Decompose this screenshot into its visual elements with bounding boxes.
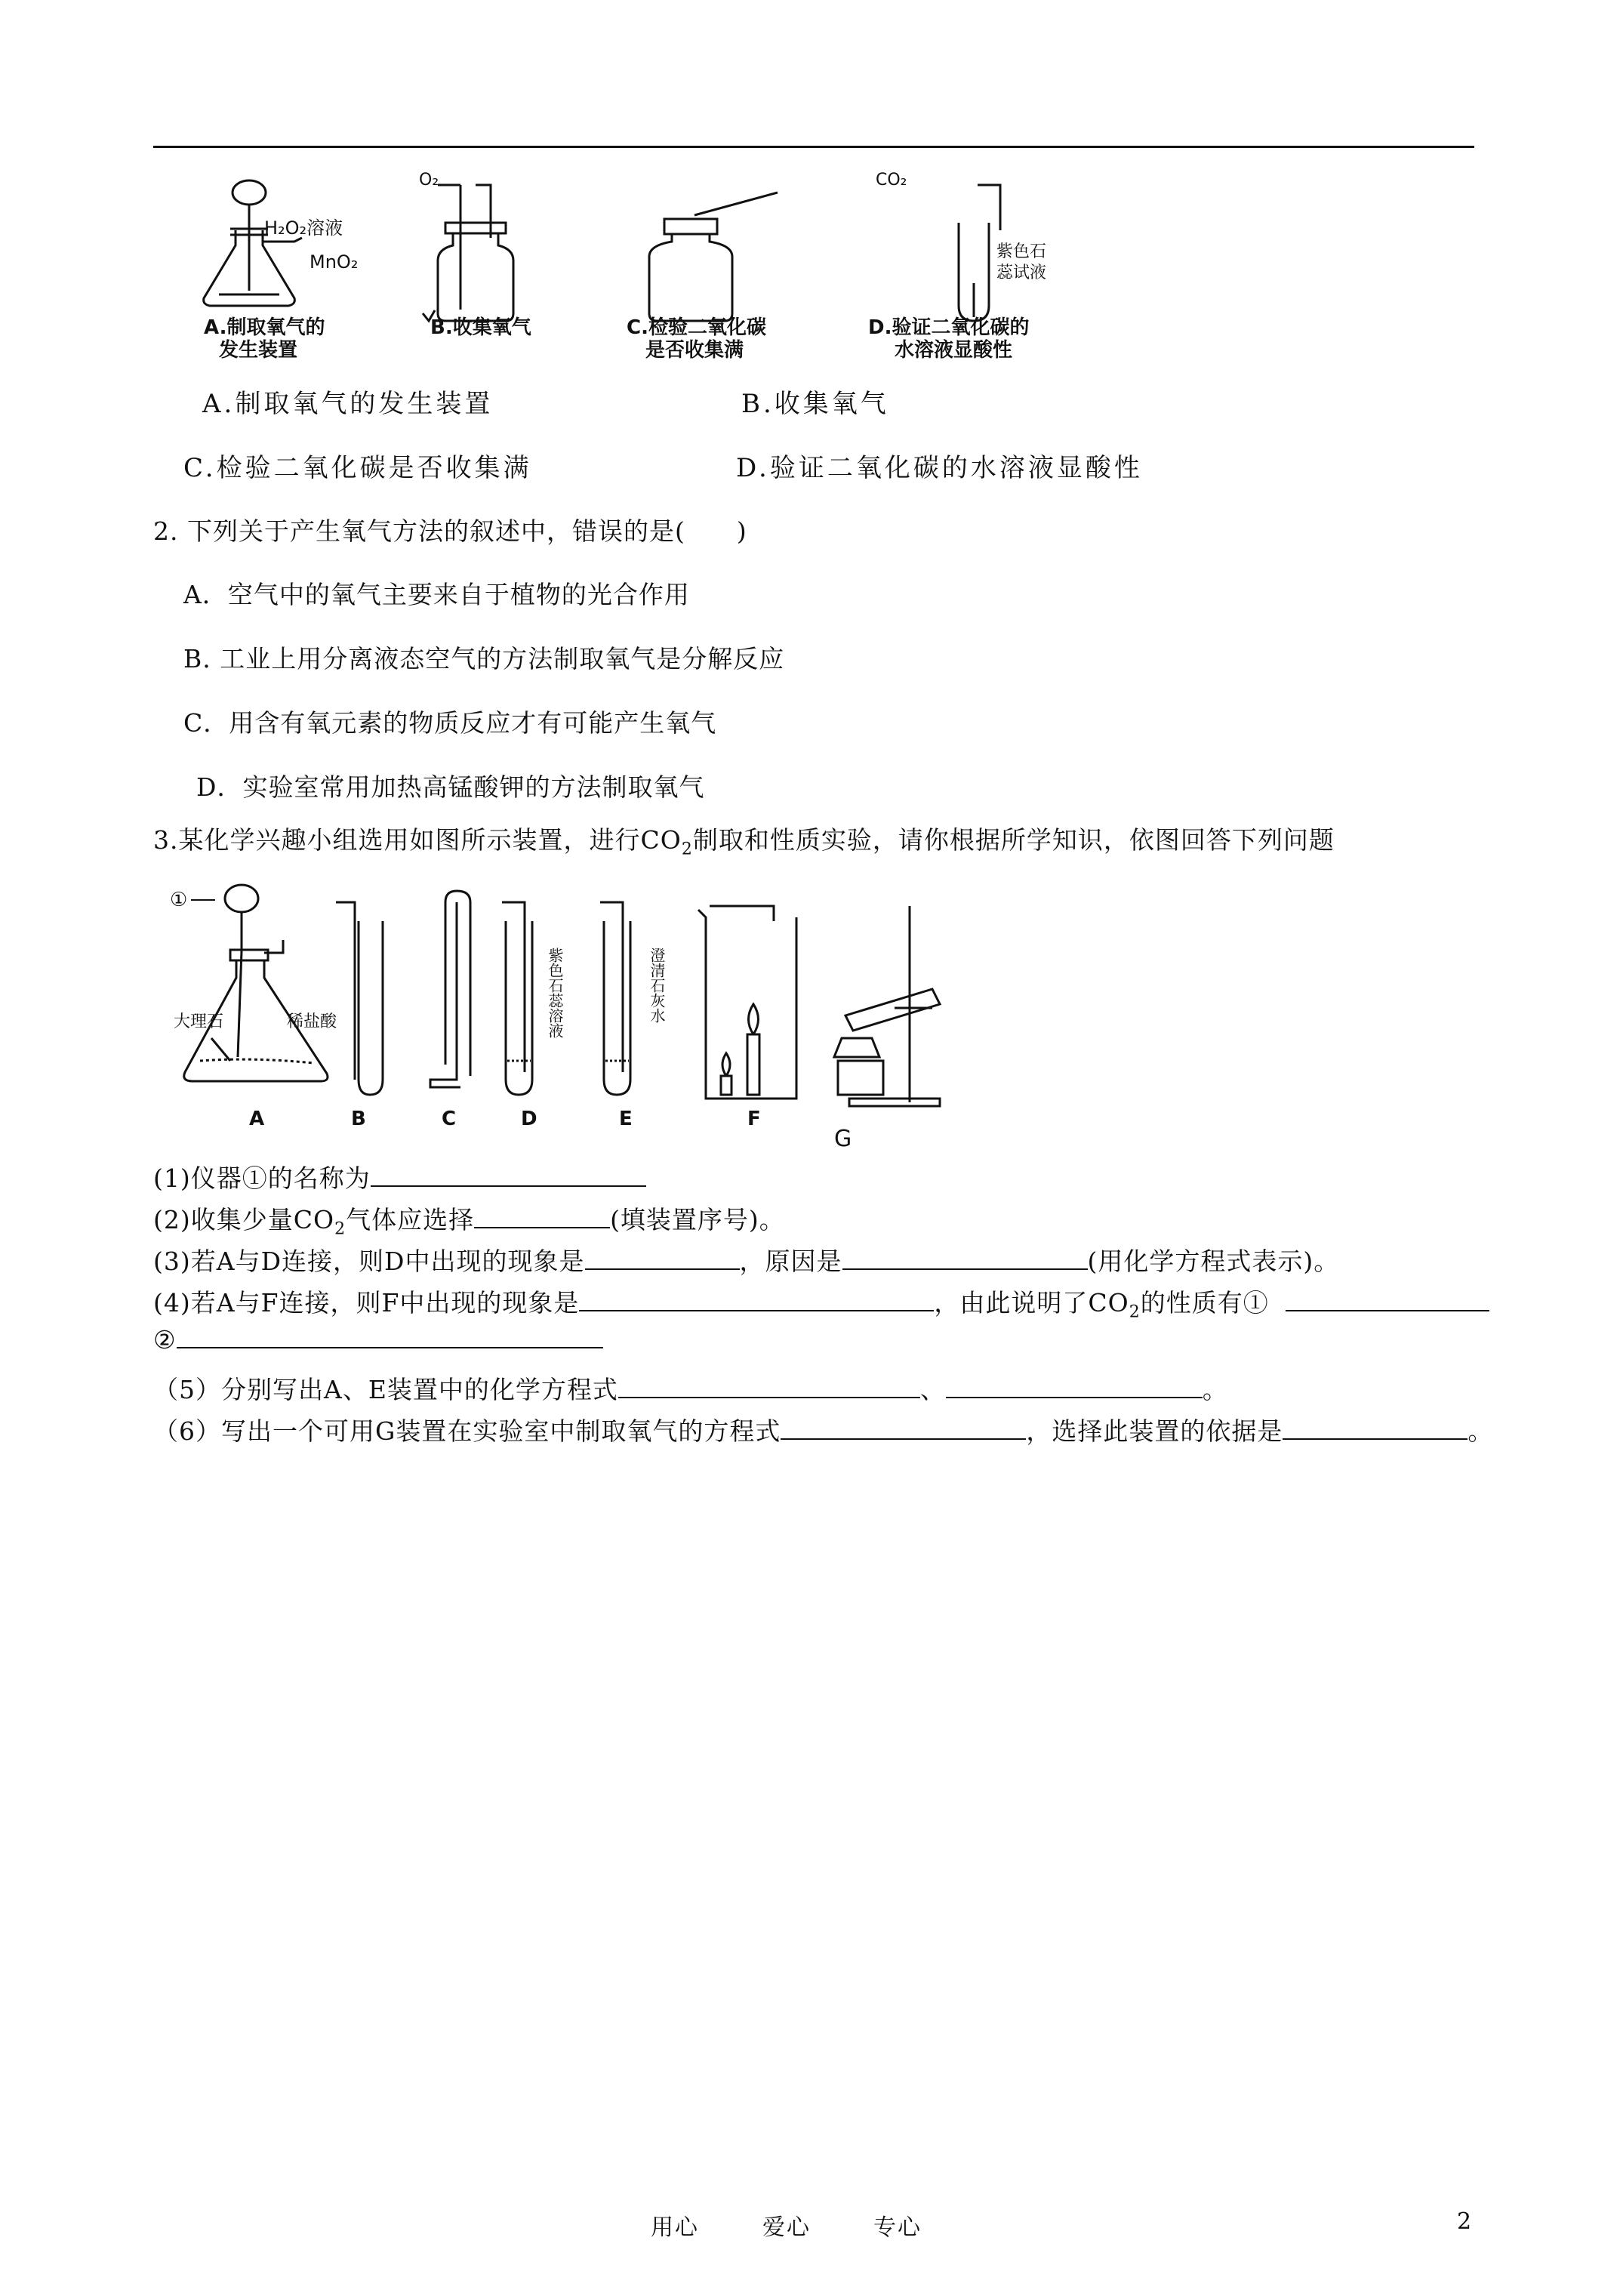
q1-cap-c2: 是否收集满 bbox=[645, 339, 744, 362]
q2-option-a: A．空气中的氧气主要来自于植物的光合作用 bbox=[183, 580, 690, 609]
q1-collect-bottle bbox=[649, 193, 778, 321]
q3-stem-co2: CO bbox=[640, 825, 682, 855]
q3-blank-6b[interactable] bbox=[1283, 1417, 1467, 1440]
q3-figure bbox=[170, 876, 1000, 1163]
q3-blank-1[interactable] bbox=[371, 1164, 646, 1187]
q1-option-c: C.检验二氧化碳是否收集满 bbox=[183, 453, 532, 483]
q3-label-g: G bbox=[834, 1126, 852, 1152]
q3-label-acid: 稀盐酸 bbox=[287, 1012, 337, 1031]
q1-figure bbox=[189, 170, 1095, 366]
q3-tube-d bbox=[502, 902, 532, 1095]
q3-blank-2[interactable] bbox=[474, 1206, 610, 1228]
page-number: 2 bbox=[1457, 2208, 1474, 2235]
q1-cap-a2: 发生装置 bbox=[219, 339, 298, 362]
q1-label-litmus: 紫色石蕊试液 bbox=[996, 242, 1047, 282]
q1-label-h2o2: H₂O₂溶液 bbox=[264, 217, 343, 239]
q3-marker-1: ① bbox=[170, 889, 188, 911]
q1-label-co2: CO₂ bbox=[876, 171, 907, 190]
q3-beaker-f bbox=[698, 906, 796, 1099]
q3-heating-g bbox=[834, 906, 940, 1106]
q3-blank-3b[interactable] bbox=[842, 1247, 1088, 1270]
q3-label-f: F bbox=[747, 1108, 761, 1130]
q3-blank-4c[interactable] bbox=[177, 1326, 603, 1348]
q3-part-1: (1)仪器①的名称为 bbox=[153, 1159, 646, 1194]
q3-label-marble: 大理石 bbox=[174, 1012, 224, 1031]
q3-part-2: (2)收集少量$CO_2$气体应选择 (填装置序号)。 bbox=[153, 1205, 785, 1239]
q1-flask-apparatus bbox=[204, 180, 302, 306]
q3-tube-c bbox=[430, 891, 470, 1087]
q1-cap-b: B.收集氧气 bbox=[430, 316, 531, 339]
q1-test-tube bbox=[959, 185, 1000, 321]
q3-part-4-cont: ② bbox=[153, 1325, 603, 1354]
footer-middle: 爱心 bbox=[762, 2214, 811, 2241]
q1-label-o2: O₂ bbox=[419, 171, 439, 190]
q1-cap-d1: D.验证二氧化碳的 bbox=[868, 316, 1030, 339]
q3-label-a: A bbox=[249, 1108, 265, 1130]
footer-right: 专心 bbox=[873, 2214, 922, 2241]
q1-option-a: A.制取氧气的发生装置 bbox=[202, 389, 494, 419]
q1-cap-d2: 水溶液显酸性 bbox=[895, 339, 1013, 362]
q3-tube-e bbox=[600, 902, 630, 1095]
q3-label-c: C bbox=[442, 1108, 457, 1130]
q1-label-mno2: MnO₂ bbox=[310, 251, 359, 273]
q3-blank-4b[interactable] bbox=[1286, 1289, 1489, 1311]
q2-option-c: C．用含有氧元素的物质反应才有可能产生氧气 bbox=[183, 708, 717, 738]
q3-apparatus-a bbox=[184, 885, 328, 1081]
q1-gas-bottle bbox=[423, 185, 513, 321]
q3-part-4: (4)若A与F连接，则F中出现的现象是 ，由此说明了$CO_2$的性质有① bbox=[153, 1284, 1489, 1322]
q3-part-5: （5）分别写出A、E装置中的化学方程式 、 。 bbox=[153, 1375, 1228, 1404]
q3-blank-5a[interactable] bbox=[618, 1376, 920, 1398]
q1-cap-c1: C.检验二氧化碳 bbox=[627, 316, 766, 339]
footer-left: 用心 bbox=[651, 2214, 699, 2241]
q3-label-b: B bbox=[351, 1108, 366, 1130]
q3-stem: 3.某化学兴趣小组选用如图所示装置，进行$CO_2$制取和性质实验，请你根据所学知识，依图回答下列问题 bbox=[153, 825, 1335, 859]
q3-part-6: （6）写出一个可用G装置在实验室中制取氧气的方程式 ，选择此装置的依据是 。 bbox=[153, 1416, 1494, 1446]
q3-label-d: D bbox=[521, 1108, 537, 1130]
q3-tube-b bbox=[336, 902, 383, 1095]
q3-blank-3a[interactable] bbox=[585, 1247, 740, 1270]
q3-blank-6a[interactable] bbox=[781, 1417, 1026, 1440]
q3-stem-a: 3.某化学兴趣小组选用如图所示装置，进行 bbox=[153, 825, 641, 855]
q1-cap-a1: A.制取氧气的 bbox=[204, 316, 325, 339]
q3-blank-5b[interactable] bbox=[946, 1376, 1203, 1398]
q2-option-d: D．实验室常用加热高锰酸钾的方法制取氧气 bbox=[196, 772, 705, 802]
q3-label-e: E bbox=[619, 1108, 633, 1130]
q3-label-limewater: 澄清石灰水 bbox=[648, 948, 666, 1023]
q3-part-3: (3)若A与D连接，则D中出现的现象是 ，原因是 (用化学方程式表示)。 bbox=[153, 1247, 1340, 1276]
header-rule bbox=[153, 146, 1474, 148]
q3-stem-b: 制取和性质实验，请你根据所学知识，依图回答下列问题 bbox=[692, 825, 1335, 855]
q2-stem: 2. 下列关于产生氧气方法的叙述中，错误的是( ) bbox=[153, 516, 747, 546]
q3-label-litmus: 紫色石蕊溶液 bbox=[546, 948, 564, 1038]
q1-option-b: B.收集氧气 bbox=[741, 389, 889, 419]
q2-option-b: B. 工业上用分离液态空气的方法制取氧气是分解反应 bbox=[183, 644, 785, 673]
q3-blank-4a[interactable] bbox=[579, 1289, 934, 1311]
q1-option-d: D.验证二氧化碳的水溶液显酸性 bbox=[736, 453, 1143, 483]
